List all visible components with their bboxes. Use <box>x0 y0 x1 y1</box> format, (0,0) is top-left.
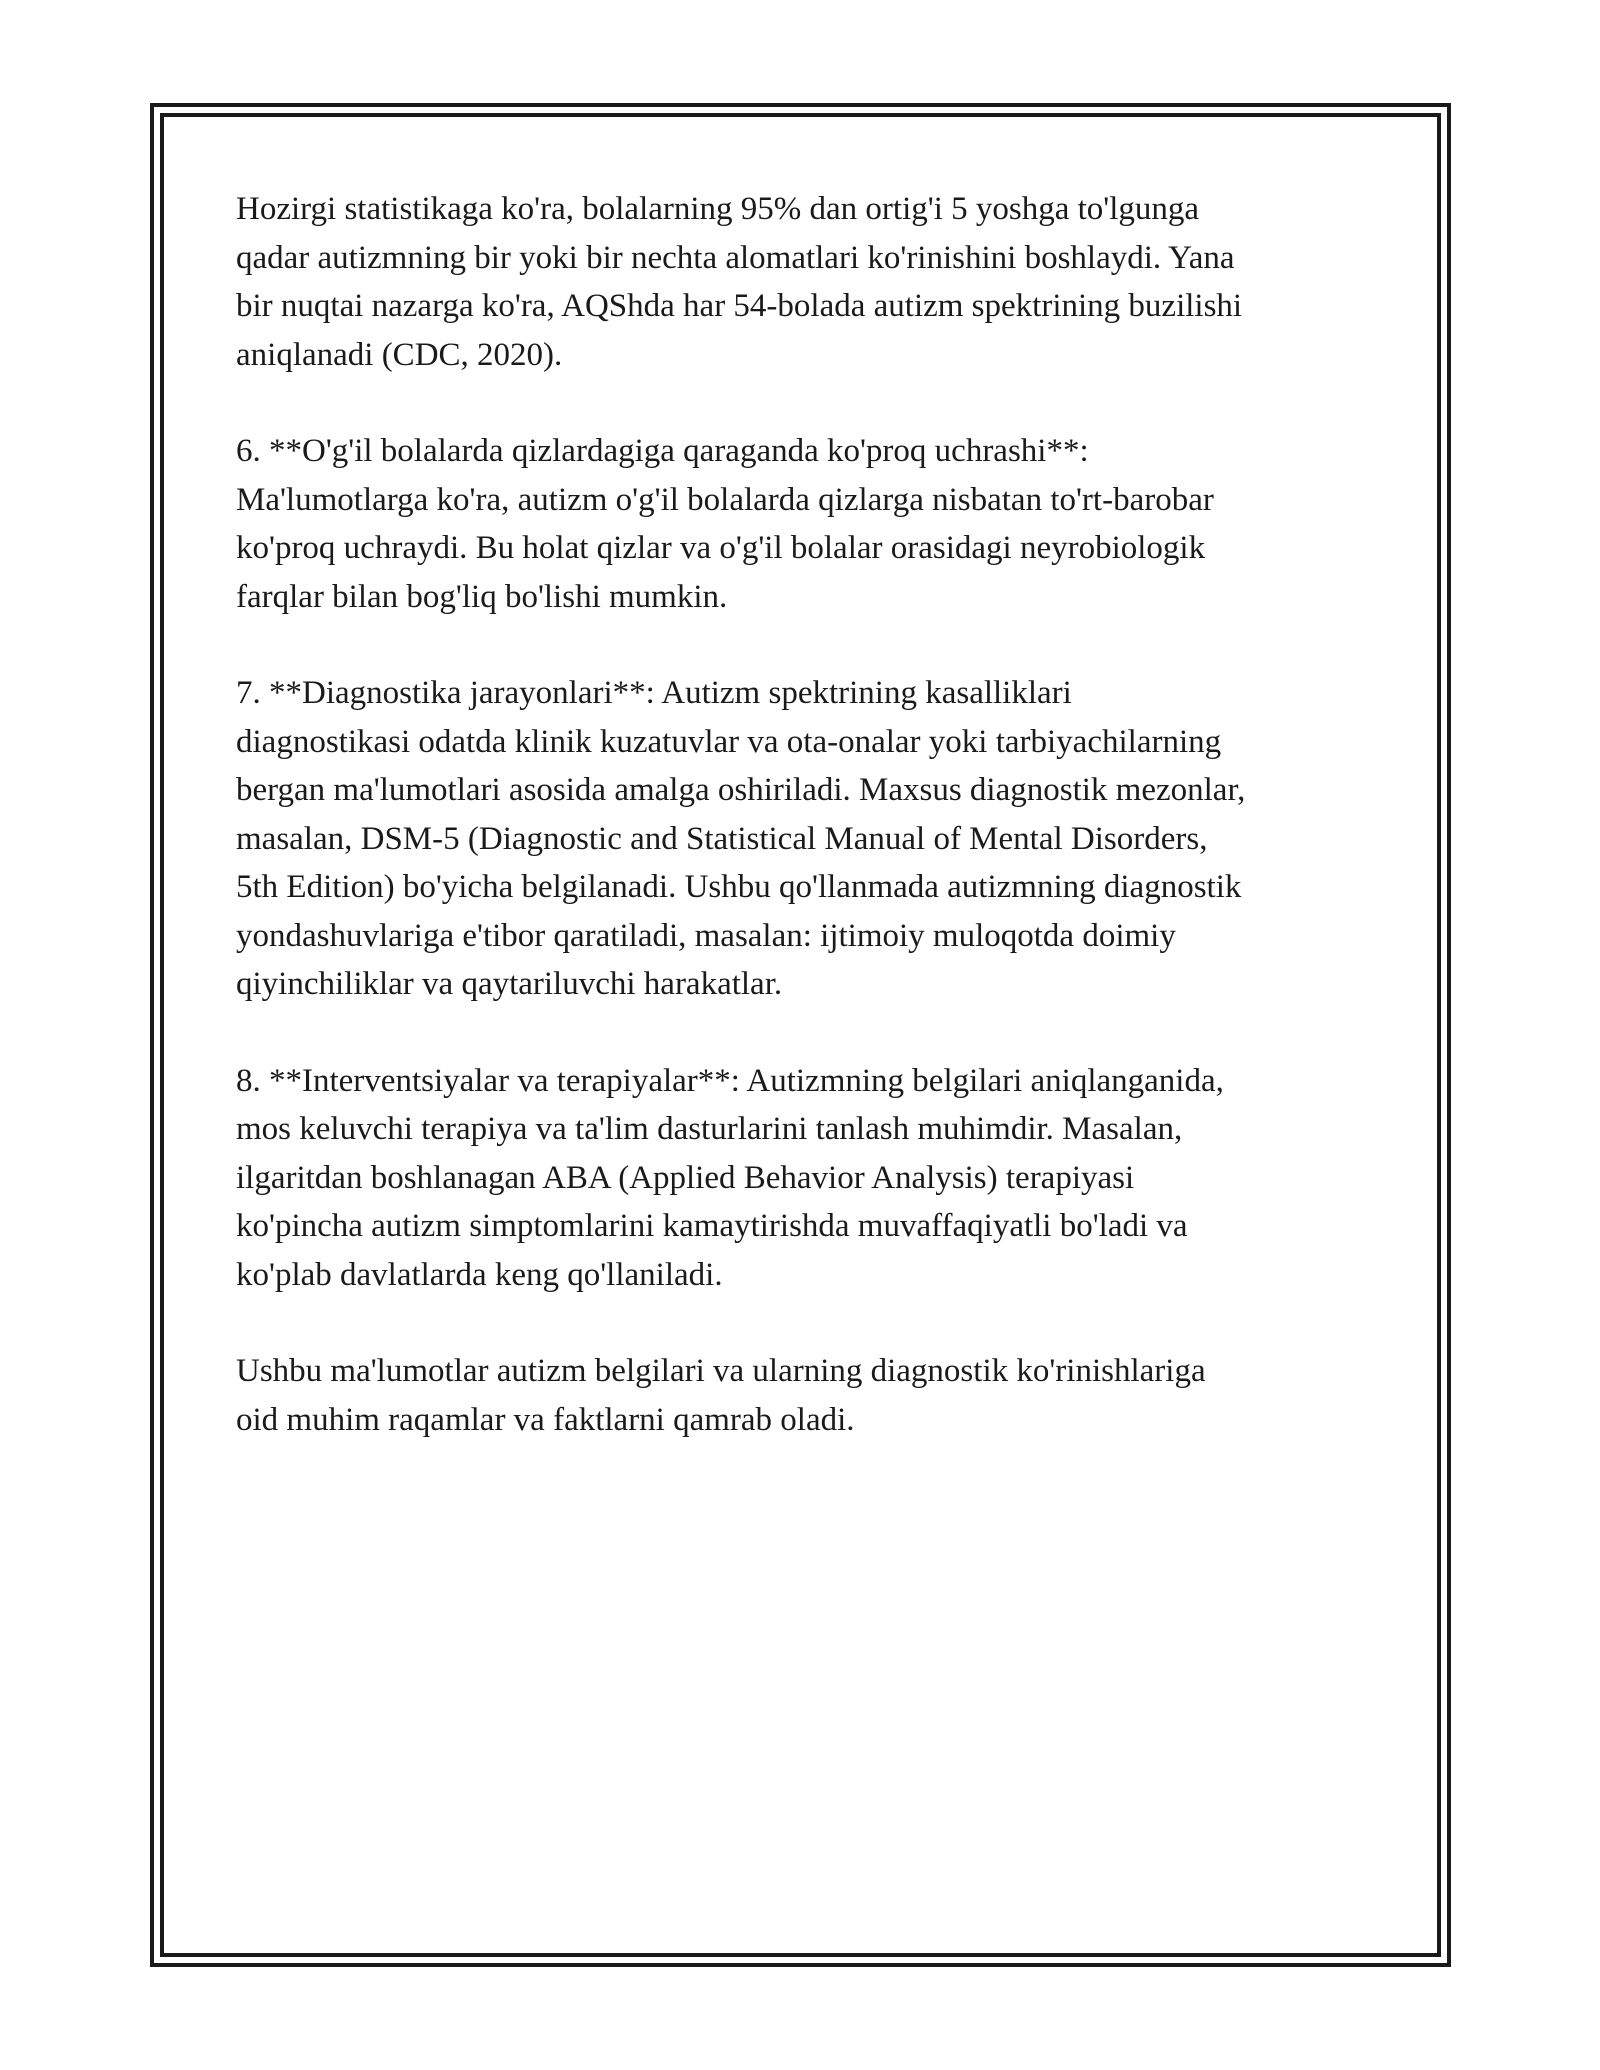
paragraph-gender-prevalence: 6. **O'g'il bolalarda qizlardagiga qaraganda ko'proq uchrashi**: Ma'lumotlarga ko'ra, autizm o'g'il bolalarda qizlarga nisbatan to'rt-barobar ko'proq uchraydi. Bu holat qizlar va o'g'il bolalar orasidagi neyrobiologik farqlar bilan bog'liq bo'lishi mumkin. <box>236 433 1214 615</box>
paragraph-diagnostics: 7. **Diagnostika jarayonlari**: Autizm spektrining kasalliklari diagnostikasi odatda klinik kuzatuvlar va ota-onalar yoki tarbiyachilarning bergan ma'lumotlari asosida amalga oshiriladi. Maxsus diagnostik mezonlar, masalan, DSM-5 (Diagnostic and Statistical Manual of Mental Disorders, 5th Edition) bo'yicha belgilanadi. Ushbu qo'llanmada autizmning diagnostik yondashuvlariga e'tibor qaratiladi, masalan: ijtimoiy muloqotda doimiy qiyinchiliklar va qaytariluvchi harakatlar. <box>236 675 1246 1002</box>
paragraph-statistics: Hozirgi statistikaga ko'ra, bolalarning 95% dan ortig'i 5 yoshga to'lgunga qadar autizmning bir yoki bir nechta alomatlari ko'rinishini boshlaydi. Yana bir nuqtai nazarga ko'ra, AQShda har 54-bolada autizm spektrining buzilishi aniqlanadi (CDC, 2020). <box>236 191 1243 373</box>
paragraph-interventions: 8. **Interventsiyalar va terapiyalar**: Autizmning belgilari aniqlanganida, mos keluvchi terapiya va ta'lim dasturlarini tanlash muhimdir. Masalan, ilgaritdan boshlanagan ABA (Applied Behavior Analysis) terapiyasi ko'pincha autizm simptomlarini kamaytirishda muvaffaqiyatli bo'ladi va ko'plab davlatlarda keng qo'llaniladi. <box>236 1062 1224 1293</box>
paragraph-summary: Ushbu ma'lumotlar autizm belgilari va ularning diagnostik ko'rinishlariga oid muhim raqamlar va faktlarni qamrab oladi. <box>236 1353 1206 1438</box>
document-body <box>236 185 1366 1492</box>
